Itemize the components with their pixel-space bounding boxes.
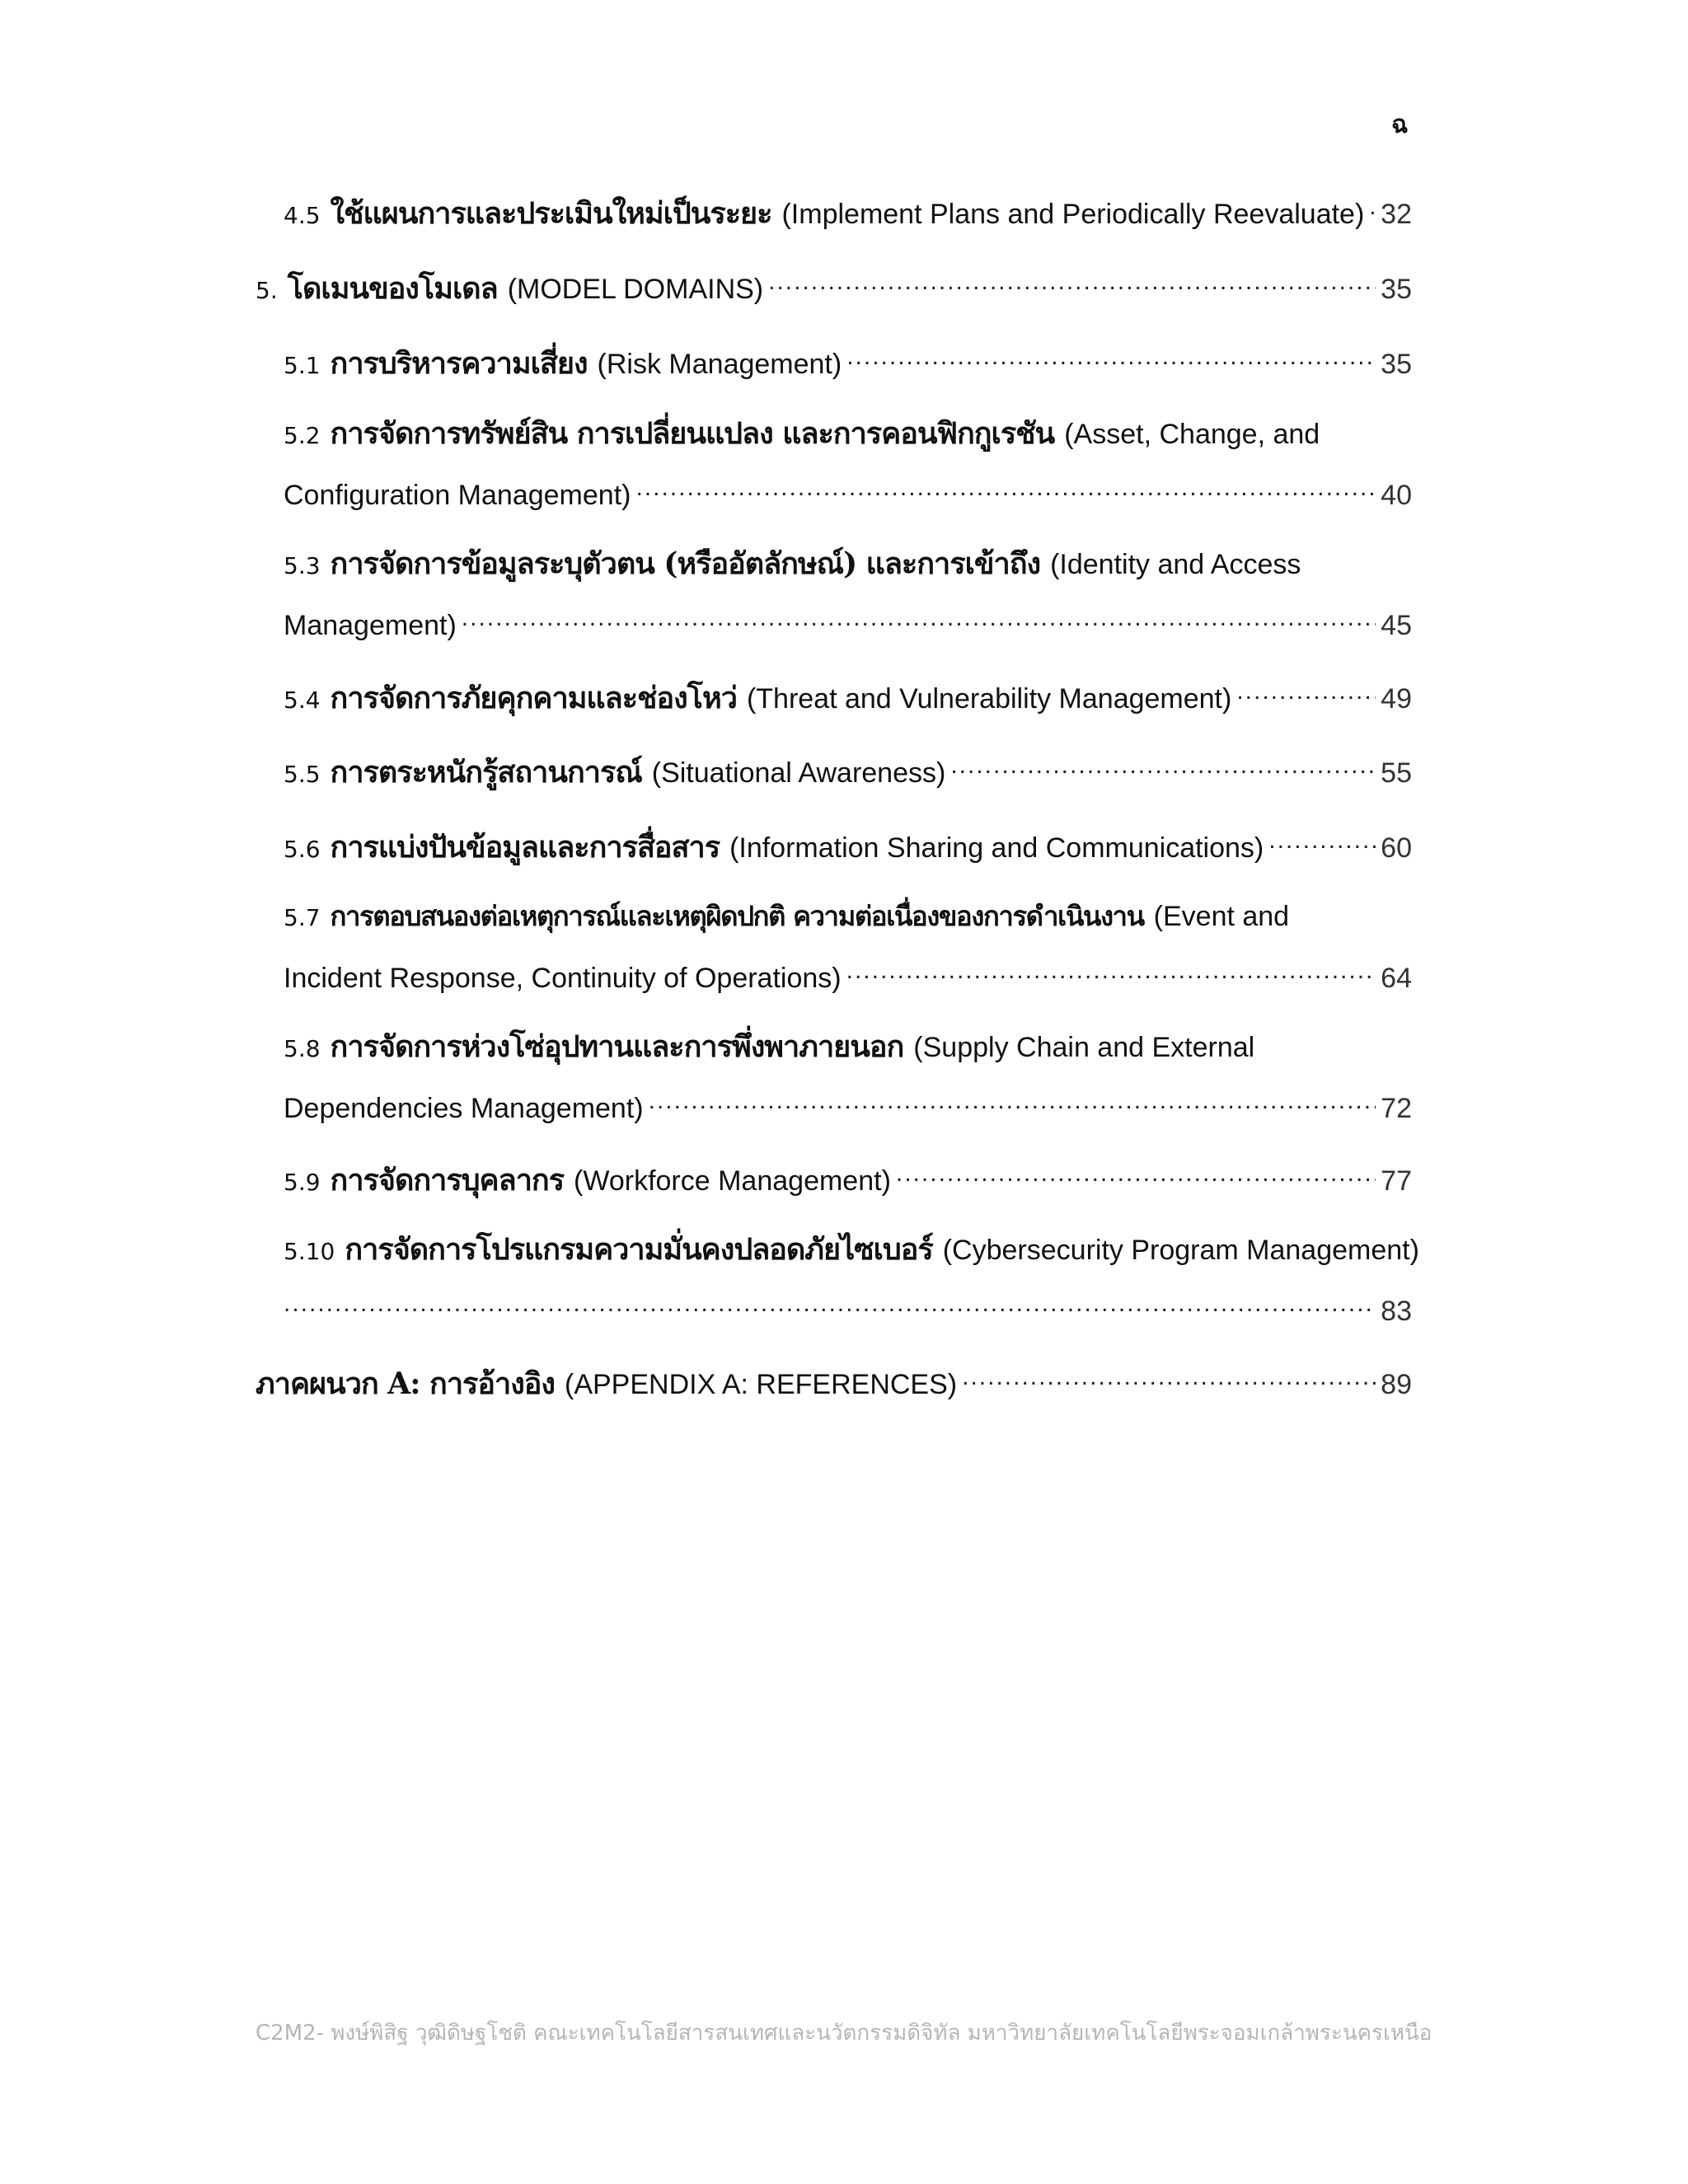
toc-number: 5.4 xyxy=(284,687,321,714)
toc-number: 5.7 xyxy=(284,904,321,931)
toc-number: 5.6 xyxy=(284,836,321,863)
dot-leader xyxy=(1369,195,1376,223)
toc-english-title: (Supply Chain and External xyxy=(913,1032,1255,1063)
toc-entry-5-8-cont[interactable] xyxy=(284,1090,1412,1125)
toc-english-title-cont: Incident Response, Continuity of Operations) xyxy=(284,963,842,994)
toc-entry-appendix-a[interactable] xyxy=(256,1366,1412,1401)
toc-english-title: (Risk Management) xyxy=(597,349,842,380)
toc-number: 5.1 xyxy=(284,352,321,379)
toc-thai-title: ใช้แผนการและประเมินใหม่เป็นระยะ xyxy=(330,196,772,231)
toc-english-title: (Event and xyxy=(1153,901,1290,932)
toc-entry-5-4[interactable] xyxy=(284,680,1412,717)
toc-entry-5-1[interactable] xyxy=(284,345,1412,382)
toc-thai-title: การจัดการโปรแกรมความมั่นคงปลอดภัยไซเบอร์ xyxy=(345,1232,933,1267)
toc-thai-title: การจัดการภัยคุกคามและช่องโหว่ xyxy=(330,681,737,715)
toc-entry-5-2[interactable] xyxy=(284,417,1412,452)
dot-leader xyxy=(284,1292,1376,1320)
toc-entry-5-9[interactable] xyxy=(284,1162,1412,1199)
toc-number: 5.3 xyxy=(284,552,321,579)
toc-entry-5-3[interactable] xyxy=(284,547,1412,583)
toc-page-number: 89 xyxy=(1381,1369,1412,1400)
toc-english-title: (APPENDIX A: REFERENCES) xyxy=(565,1369,958,1400)
dot-leader xyxy=(896,1162,1376,1190)
toc-thai-title: การจัดการห่วงโซ่อุปทานและการพึ่งพาภายนอก xyxy=(330,1029,904,1064)
toc-thai-title: การจัดการทรัพย์สิน การเปลี่ยนแปลง และการคอนฟิกกูเรชัน xyxy=(330,416,1055,451)
toc-thai-title: โดเมนของโมเดล xyxy=(287,271,498,306)
dot-leader xyxy=(768,270,1376,298)
toc-english-title: (Workforce Management) xyxy=(574,1165,891,1197)
toc-entry-5-10[interactable] xyxy=(284,1232,1419,1268)
toc-entry-5-5[interactable] xyxy=(284,754,1412,791)
toc-english-title: (Asset, Change, and xyxy=(1064,419,1320,450)
toc-number: 5.9 xyxy=(284,1169,321,1196)
toc-page-number: 45 xyxy=(1381,610,1412,641)
toc-english-title: (Cybersecurity Program Management) xyxy=(942,1235,1419,1266)
toc-page-number: 72 xyxy=(1381,1093,1412,1124)
toc-page-number: 60 xyxy=(1381,832,1412,864)
toc-thai-title: การจัดการข้อมูลระบุตัวตน (หรืออัตลักษณ์) และการเข้าถึง xyxy=(330,546,1041,581)
dot-leader xyxy=(846,959,1376,987)
page-number: ฉ xyxy=(1391,110,1409,139)
toc-thai-title: การตระหนักรู้สถานการณ์ xyxy=(330,755,642,790)
toc-entry-5-6[interactable] xyxy=(284,829,1412,866)
toc-page-number: 64 xyxy=(1381,963,1412,994)
toc-number: 5.10 xyxy=(284,1238,335,1265)
dot-leader xyxy=(462,607,1376,635)
toc-number: 4.5 xyxy=(284,202,321,229)
page-footer: C2M2- พงษ์พิสิฐ วุฒิดิษฐโชติ คณะเทคโนโลยีสารสนเทศและนวัตกรรมดิจิทัล มหาวิทยาลัยเทคโนโลยีพระจอมเกล้าพระนครเหนือ xyxy=(256,2021,1432,2046)
toc-english-title: (Situational Awareness) xyxy=(651,757,946,789)
toc-english-title: (MODEL DOMAINS) xyxy=(507,274,764,305)
dot-leader xyxy=(846,345,1376,373)
toc-entry-5-7[interactable] xyxy=(284,900,1412,935)
toc-english-title: (Implement Plans and Periodically Reevaluate) xyxy=(781,199,1365,230)
toc-thai-title: การจัดการบุคลากร xyxy=(330,1163,565,1197)
toc-english-title-cont: Configuration Management) xyxy=(284,480,631,511)
toc-page-number: 77 xyxy=(1381,1165,1412,1197)
dot-leader xyxy=(950,754,1376,782)
toc-thai-title: การตอบสนองต่อเหตุการณ์และเหตุผิดปกติ ความต่อเนื่องของการดำเนินงาน xyxy=(330,900,1144,932)
toc-english-title-cont: Management) xyxy=(284,610,457,641)
toc-english-title: (Information Sharing and Communications) xyxy=(729,832,1264,864)
toc-entry-5-3-cont[interactable] xyxy=(284,607,1412,642)
toc-entry-5-7-cont[interactable] xyxy=(284,959,1412,995)
dot-leader xyxy=(635,476,1376,504)
toc-english-title: (Identity and Access xyxy=(1050,549,1301,580)
toc-page-number: 49 xyxy=(1381,683,1412,715)
toc-page-number: 35 xyxy=(1381,349,1412,380)
dot-leader xyxy=(649,1090,1376,1118)
toc-thai-title: การแบ่งปันข้อมูลและการสื่อสาร xyxy=(330,830,720,865)
dot-leader xyxy=(1268,829,1376,857)
toc-page-number: 55 xyxy=(1381,757,1412,789)
dot-leader xyxy=(962,1366,1376,1394)
toc-english-title: (Threat and Vulnerability Management) xyxy=(746,683,1232,715)
toc-entry-5-8[interactable] xyxy=(284,1030,1412,1066)
toc-number: 5.5 xyxy=(284,761,321,788)
toc-entry-5-2-cont[interactable] xyxy=(284,476,1412,512)
toc-page-number: 40 xyxy=(1381,480,1412,511)
toc-number: 5. xyxy=(256,277,278,304)
toc-page-number: 32 xyxy=(1381,199,1412,230)
toc-number: 5.2 xyxy=(284,422,321,449)
toc-entry-4-5[interactable] xyxy=(284,195,1412,232)
dot-leader xyxy=(1236,680,1376,708)
toc-number: 5.8 xyxy=(284,1035,321,1062)
toc-page-number: 83 xyxy=(1381,1296,1412,1327)
toc-english-title-cont: Dependencies Management) xyxy=(284,1093,644,1124)
toc-page-number: 35 xyxy=(1381,274,1412,305)
toc-entry-5[interactable] xyxy=(256,270,1412,307)
toc-entry-5-10-cont[interactable] xyxy=(284,1292,1412,1328)
toc-thai-title: การบริหารความเสี่ยง xyxy=(330,346,588,381)
toc-thai-title: ภาคผนวก A: การอ้างอิง xyxy=(256,1366,555,1401)
